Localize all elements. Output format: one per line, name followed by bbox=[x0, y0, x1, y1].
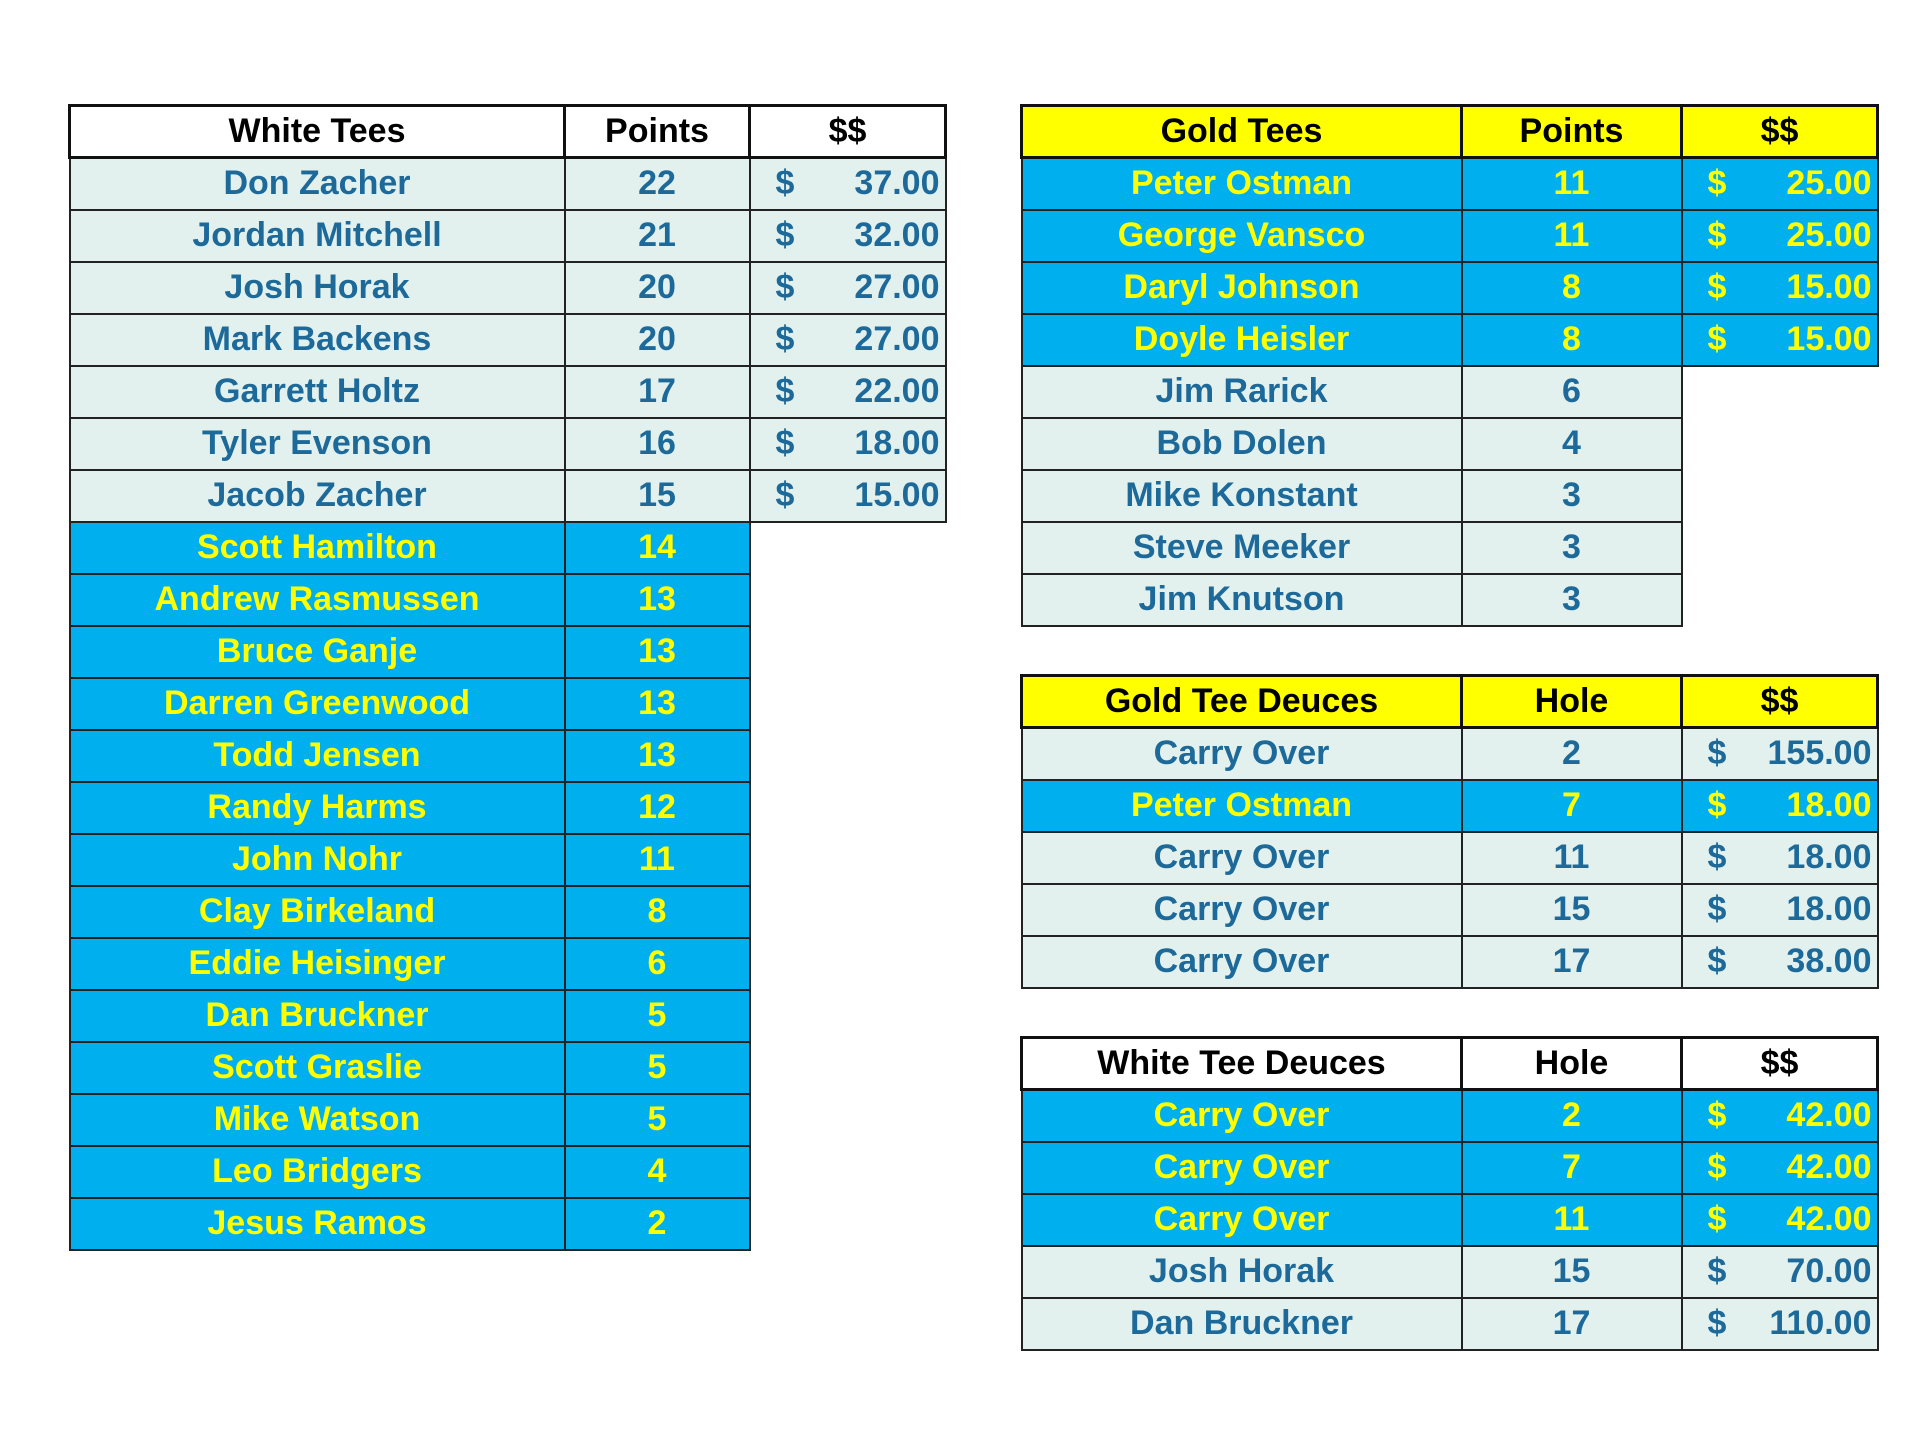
empty-cell bbox=[750, 1146, 946, 1198]
currency-symbol: $ bbox=[1707, 268, 1727, 306]
table-row bbox=[70, 574, 946, 626]
table-row bbox=[70, 1042, 946, 1094]
currency-symbol: $ bbox=[1707, 838, 1727, 876]
points-cell: 11 bbox=[1462, 832, 1682, 884]
points-cell: 16 bbox=[565, 418, 750, 470]
points-cell: 12 bbox=[565, 782, 750, 834]
table-header-row bbox=[1022, 1038, 1878, 1090]
player-name-cell: Scott Graslie bbox=[70, 1042, 565, 1094]
player-name-cell: Bob Dolen bbox=[1022, 418, 1462, 470]
empty-cell bbox=[1682, 574, 1878, 626]
player-name-cell: Tyler Evenson bbox=[70, 418, 565, 470]
column-header-name: Gold Tees bbox=[1022, 106, 1462, 158]
player-name-cell: Carry Over bbox=[1022, 1090, 1462, 1142]
player-name-cell: Don Zacher bbox=[70, 158, 565, 210]
payout-cell bbox=[1682, 1194, 1878, 1246]
points-cell: 8 bbox=[565, 886, 750, 938]
points-cell: 8 bbox=[1462, 314, 1682, 366]
table-row bbox=[1022, 262, 1878, 314]
currency-symbol: $ bbox=[1707, 942, 1727, 980]
table-row bbox=[70, 886, 946, 938]
player-name-cell: Daryl Johnson bbox=[1022, 262, 1462, 314]
empty-cell bbox=[750, 574, 946, 626]
table-row bbox=[70, 418, 946, 470]
table-row bbox=[70, 366, 946, 418]
points-cell: 11 bbox=[1462, 1194, 1682, 1246]
points-cell: 7 bbox=[1462, 1142, 1682, 1194]
table-header-row bbox=[1022, 106, 1878, 158]
table-row bbox=[70, 158, 946, 210]
white-tee-deuces-table bbox=[1020, 1036, 1879, 1351]
payout-amount: 15.00 bbox=[854, 476, 940, 514]
table-header-row bbox=[70, 106, 946, 158]
points-cell: 6 bbox=[565, 938, 750, 990]
player-name-cell: Peter Ostman bbox=[1022, 158, 1462, 210]
payout-cell bbox=[750, 366, 946, 418]
player-name-cell: Carry Over bbox=[1022, 1142, 1462, 1194]
table-row bbox=[70, 210, 946, 262]
column-header-money: $$ bbox=[1682, 1038, 1878, 1090]
currency-symbol: $ bbox=[775, 372, 795, 410]
points-cell: 6 bbox=[1462, 366, 1682, 418]
points-cell: 20 bbox=[565, 314, 750, 366]
player-name-cell: Leo Bridgers bbox=[70, 1146, 565, 1198]
payout-amount: 18.00 bbox=[1786, 838, 1872, 876]
points-cell: 15 bbox=[1462, 884, 1682, 936]
empty-cell bbox=[750, 678, 946, 730]
table-row bbox=[70, 1198, 946, 1250]
player-name-cell: Dan Bruckner bbox=[1022, 1298, 1462, 1350]
points-cell: 17 bbox=[565, 366, 750, 418]
currency-symbol: $ bbox=[1707, 786, 1727, 824]
points-cell: 11 bbox=[1462, 158, 1682, 210]
points-cell: 2 bbox=[1462, 1090, 1682, 1142]
currency-symbol: $ bbox=[775, 268, 795, 306]
payout-amount: 18.00 bbox=[1786, 890, 1872, 928]
player-name-cell: Garrett Holtz bbox=[70, 366, 565, 418]
table-row bbox=[1022, 1194, 1878, 1246]
currency-symbol: $ bbox=[775, 216, 795, 254]
payout-cell bbox=[750, 470, 946, 522]
empty-cell bbox=[1682, 522, 1878, 574]
points-cell: 11 bbox=[565, 834, 750, 886]
currency-symbol: $ bbox=[1707, 164, 1727, 203]
player-name-cell: Jim Rarick bbox=[1022, 366, 1462, 418]
payout-cell bbox=[1682, 1142, 1878, 1194]
column-header-name: White Tees bbox=[70, 106, 565, 158]
points-cell: 3 bbox=[1462, 470, 1682, 522]
player-name-cell: Josh Horak bbox=[70, 262, 565, 314]
payout-cell bbox=[1682, 728, 1878, 780]
points-cell: 7 bbox=[1462, 780, 1682, 832]
table-row bbox=[1022, 1298, 1878, 1350]
payout-cell bbox=[1682, 262, 1878, 314]
payout-cell bbox=[1682, 780, 1878, 832]
table-row bbox=[70, 262, 946, 314]
payout-amount: 42.00 bbox=[1786, 1148, 1872, 1186]
payout-cell bbox=[1682, 884, 1878, 936]
player-name-cell: John Nohr bbox=[70, 834, 565, 886]
currency-symbol: $ bbox=[1707, 1148, 1727, 1186]
points-cell: 17 bbox=[1462, 936, 1682, 988]
points-cell: 13 bbox=[565, 730, 750, 782]
player-name-cell: Peter Ostman bbox=[1022, 780, 1462, 832]
empty-cell bbox=[750, 1042, 946, 1094]
player-name-cell: Doyle Heisler bbox=[1022, 314, 1462, 366]
points-cell: 2 bbox=[1462, 728, 1682, 780]
player-name-cell: Steve Meeker bbox=[1022, 522, 1462, 574]
player-name-cell: Jacob Zacher bbox=[70, 470, 565, 522]
player-name-cell: George Vansco bbox=[1022, 210, 1462, 262]
payout-cell bbox=[1682, 936, 1878, 988]
points-cell: 5 bbox=[565, 990, 750, 1042]
payout-amount: 37.00 bbox=[854, 164, 940, 203]
empty-cell bbox=[750, 782, 946, 834]
table-row bbox=[70, 938, 946, 990]
column-header-name: Gold Tee Deuces bbox=[1022, 676, 1462, 728]
currency-symbol: $ bbox=[1707, 320, 1727, 358]
payout-cell bbox=[750, 210, 946, 262]
table-row bbox=[70, 730, 946, 782]
payout-cell bbox=[1682, 1246, 1878, 1298]
payout-amount: 27.00 bbox=[854, 320, 940, 358]
player-name-cell: Josh Horak bbox=[1022, 1246, 1462, 1298]
empty-cell bbox=[750, 990, 946, 1042]
table-header-row bbox=[1022, 676, 1878, 728]
payout-amount: 70.00 bbox=[1786, 1252, 1872, 1290]
points-cell: 15 bbox=[565, 470, 750, 522]
table-row bbox=[70, 834, 946, 886]
column-header-hole: Hole bbox=[1462, 1038, 1682, 1090]
player-name-cell: Randy Harms bbox=[70, 782, 565, 834]
player-name-cell: Mike Watson bbox=[70, 1094, 565, 1146]
table-row bbox=[1022, 158, 1878, 210]
player-name-cell: Bruce Ganje bbox=[70, 626, 565, 678]
points-cell: 4 bbox=[1462, 418, 1682, 470]
payout-amount: 42.00 bbox=[1786, 1096, 1872, 1135]
player-name-cell: Carry Over bbox=[1022, 1194, 1462, 1246]
table-row bbox=[1022, 470, 1878, 522]
empty-cell bbox=[1682, 470, 1878, 522]
payout-amount: 155.00 bbox=[1767, 734, 1872, 773]
player-name-cell: Jesus Ramos bbox=[70, 1198, 565, 1250]
points-cell: 20 bbox=[565, 262, 750, 314]
player-name-cell: Dan Bruckner bbox=[70, 990, 565, 1042]
payout-cell bbox=[1682, 1298, 1878, 1350]
white-tees-table bbox=[68, 104, 947, 1251]
payout-amount: 42.00 bbox=[1786, 1200, 1872, 1238]
currency-symbol: $ bbox=[1707, 734, 1727, 773]
points-cell: 14 bbox=[565, 522, 750, 574]
table-row bbox=[1022, 366, 1878, 418]
table-row bbox=[70, 626, 946, 678]
points-cell: 21 bbox=[565, 210, 750, 262]
table-row bbox=[70, 782, 946, 834]
currency-symbol: $ bbox=[1707, 216, 1727, 254]
column-header-money: $$ bbox=[1682, 106, 1878, 158]
payout-amount: 27.00 bbox=[854, 268, 940, 306]
points-cell: 11 bbox=[1462, 210, 1682, 262]
payout-amount: 15.00 bbox=[1786, 320, 1872, 358]
empty-cell bbox=[1682, 418, 1878, 470]
player-name-cell: Jordan Mitchell bbox=[70, 210, 565, 262]
table-row bbox=[70, 990, 946, 1042]
table-row bbox=[1022, 728, 1878, 780]
table-row bbox=[1022, 314, 1878, 366]
player-name-cell: Mike Konstant bbox=[1022, 470, 1462, 522]
currency-symbol: $ bbox=[1707, 1096, 1727, 1135]
table-row bbox=[70, 1146, 946, 1198]
table-row bbox=[1022, 1246, 1878, 1298]
table-row bbox=[1022, 780, 1878, 832]
points-cell: 13 bbox=[565, 574, 750, 626]
payout-cell bbox=[1682, 832, 1878, 884]
player-name-cell: Mark Backens bbox=[70, 314, 565, 366]
table-row bbox=[1022, 1142, 1878, 1194]
payout-amount: 25.00 bbox=[1786, 216, 1872, 254]
empty-cell bbox=[750, 938, 946, 990]
payout-amount: 15.00 bbox=[1786, 268, 1872, 306]
table-row bbox=[1022, 574, 1878, 626]
points-cell: 5 bbox=[565, 1094, 750, 1146]
payout-amount: 38.00 bbox=[1786, 942, 1872, 980]
column-header-points: Points bbox=[1462, 106, 1682, 158]
points-cell: 2 bbox=[565, 1198, 750, 1250]
column-header-points: Points bbox=[565, 106, 750, 158]
payout-cell bbox=[1682, 210, 1878, 262]
empty-cell bbox=[750, 834, 946, 886]
gold-tees-table bbox=[1020, 104, 1879, 627]
empty-cell bbox=[750, 522, 946, 574]
player-name-cell: Carry Over bbox=[1022, 728, 1462, 780]
points-cell: 15 bbox=[1462, 1246, 1682, 1298]
currency-symbol: $ bbox=[1707, 1304, 1727, 1342]
points-cell: 3 bbox=[1462, 522, 1682, 574]
column-header-hole: Hole bbox=[1462, 676, 1682, 728]
player-name-cell: Jim Knutson bbox=[1022, 574, 1462, 626]
table-row bbox=[1022, 1090, 1878, 1142]
points-cell: 22 bbox=[565, 158, 750, 210]
currency-symbol: $ bbox=[1707, 1200, 1727, 1238]
table-row bbox=[1022, 418, 1878, 470]
player-name-cell: Darren Greenwood bbox=[70, 678, 565, 730]
column-header-money: $$ bbox=[1682, 676, 1878, 728]
empty-cell bbox=[750, 730, 946, 782]
payout-amount: 25.00 bbox=[1786, 164, 1872, 203]
player-name-cell: Andrew Rasmussen bbox=[70, 574, 565, 626]
points-cell: 17 bbox=[1462, 1298, 1682, 1350]
table-row bbox=[1022, 832, 1878, 884]
table-row bbox=[1022, 522, 1878, 574]
player-name-cell: Clay Birkeland bbox=[70, 886, 565, 938]
points-cell: 5 bbox=[565, 1042, 750, 1094]
player-name-cell: Carry Over bbox=[1022, 936, 1462, 988]
points-cell: 13 bbox=[565, 626, 750, 678]
table-row bbox=[70, 1094, 946, 1146]
empty-cell bbox=[750, 1094, 946, 1146]
payout-cell bbox=[750, 262, 946, 314]
player-name-cell: Carry Over bbox=[1022, 832, 1462, 884]
empty-cell bbox=[750, 1198, 946, 1250]
payout-amount: 18.00 bbox=[1786, 786, 1872, 824]
payout-cell bbox=[1682, 158, 1878, 210]
gold-tee-deuces-table bbox=[1020, 674, 1879, 989]
payout-cell bbox=[750, 314, 946, 366]
table-row bbox=[70, 470, 946, 522]
column-header-money: $$ bbox=[750, 106, 946, 158]
points-cell: 3 bbox=[1462, 574, 1682, 626]
player-name-cell: Todd Jensen bbox=[70, 730, 565, 782]
payout-cell bbox=[1682, 1090, 1878, 1142]
payout-cell bbox=[1682, 314, 1878, 366]
table-row bbox=[1022, 936, 1878, 988]
currency-symbol: $ bbox=[775, 476, 795, 514]
payout-amount: 110.00 bbox=[1769, 1304, 1872, 1342]
empty-cell bbox=[750, 886, 946, 938]
payout-amount: 18.00 bbox=[854, 424, 940, 462]
table-row bbox=[70, 314, 946, 366]
player-name-cell: Carry Over bbox=[1022, 884, 1462, 936]
table-row bbox=[1022, 210, 1878, 262]
empty-cell bbox=[1682, 366, 1878, 418]
points-cell: 4 bbox=[565, 1146, 750, 1198]
payout-amount: 22.00 bbox=[854, 372, 940, 410]
points-cell: 8 bbox=[1462, 262, 1682, 314]
points-cell: 13 bbox=[565, 678, 750, 730]
payout-cell bbox=[750, 418, 946, 470]
table-row bbox=[1022, 884, 1878, 936]
table-row bbox=[70, 678, 946, 730]
currency-symbol: $ bbox=[1707, 890, 1727, 928]
currency-symbol: $ bbox=[775, 424, 795, 462]
currency-symbol: $ bbox=[775, 164, 795, 203]
table-row bbox=[70, 522, 946, 574]
currency-symbol: $ bbox=[1707, 1252, 1727, 1290]
payout-amount: 32.00 bbox=[854, 216, 940, 254]
player-name-cell: Scott Hamilton bbox=[70, 522, 565, 574]
empty-cell bbox=[750, 626, 946, 678]
currency-symbol: $ bbox=[775, 320, 795, 358]
payout-cell bbox=[750, 158, 946, 210]
player-name-cell: Eddie Heisinger bbox=[70, 938, 565, 990]
column-header-name: White Tee Deuces bbox=[1022, 1038, 1462, 1090]
